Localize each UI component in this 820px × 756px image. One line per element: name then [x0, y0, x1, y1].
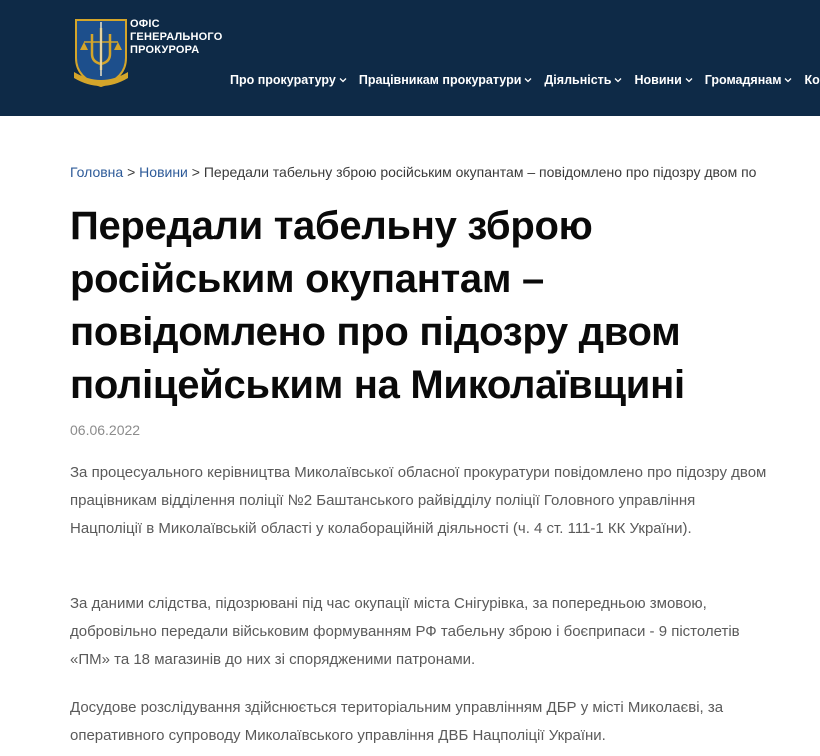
nav-item-label: Ко — [804, 73, 820, 87]
logo-line-1: ОФІС — [130, 18, 160, 30]
nav-item-truncated[interactable] — [804, 70, 819, 90]
chevron-down-icon — [784, 76, 792, 84]
nav-item-activity[interactable] — [544, 70, 622, 90]
breadcrumb-home-link[interactable]: Головна — [70, 164, 124, 180]
nav-item-employees[interactable] — [359, 70, 533, 90]
page-title: Передали табельну зброю російським окупантам – повідомлено про підозру двом поліцейським на Миколаївщині — [70, 204, 685, 407]
nav-item-label: Діяльність — [544, 73, 612, 87]
chevron-down-icon — [524, 76, 532, 84]
nav-item-about[interactable] — [230, 70, 347, 90]
nav-item-label: Громадянам — [704, 73, 782, 87]
prosecutor-emblem-icon[interactable] — [70, 14, 132, 90]
nav-item-citizens[interactable] — [705, 70, 793, 90]
breadcrumb-separator: > — [191, 164, 200, 180]
breadcrumb — [70, 162, 820, 182]
article-paragraph: За процесуального керівництва Миколаївської обласної прокуратури повідомлено про підозру двом працівникам відділення поліції №2 Баштанського райвідділу поліції Головного управління Нацполіції в Миколаївській області у колабораційній діяльності (ч. 4 ст. 111-1 КК України). — [70, 464, 767, 537]
chevron-down-icon — [614, 76, 622, 84]
chevron-down-icon — [685, 76, 693, 84]
nav-item-label: Новини — [634, 73, 682, 87]
site-header — [0, 0, 820, 116]
article-paragraph: Досудове розслідування здійснюється територіальним управлінням ДБР у місті Миколаєві, за оперативного супроводу Миколаївського управління ДВБ Нацполіції України. — [70, 699, 724, 744]
chevron-down-icon — [339, 76, 347, 84]
logo-line-3: ПРОКУРОРА — [130, 44, 200, 56]
nav-item-news[interactable] — [634, 70, 692, 90]
breadcrumb-separator: > — [127, 164, 136, 180]
nav-item-label: Про прокуратуру — [230, 73, 336, 87]
nav-item-label: Працівникам прокуратури — [358, 73, 522, 87]
breadcrumb-news-link[interactable]: Новини — [139, 164, 188, 180]
logo-line-2: ГЕНЕРАЛЬНОГО — [130, 31, 223, 43]
article-paragraph: За даними слідства, підозрювані під час окупації міста Снігурівка, за попередньою змовою, добровільно передали військовим формуванням РФ табельну зброю і боєприпаси - 9 пістолетів «ПМ» та 18 магазинів до них зі спорядженими патронами. — [70, 595, 740, 668]
article-date: 06.06.2022 — [70, 422, 141, 438]
breadcrumb-current: Передали табельну зброю російським окупантам – повідомлено про підозру двом по — [203, 164, 757, 180]
site-logo-text[interactable] — [130, 18, 222, 57]
main-nav — [230, 70, 820, 90]
